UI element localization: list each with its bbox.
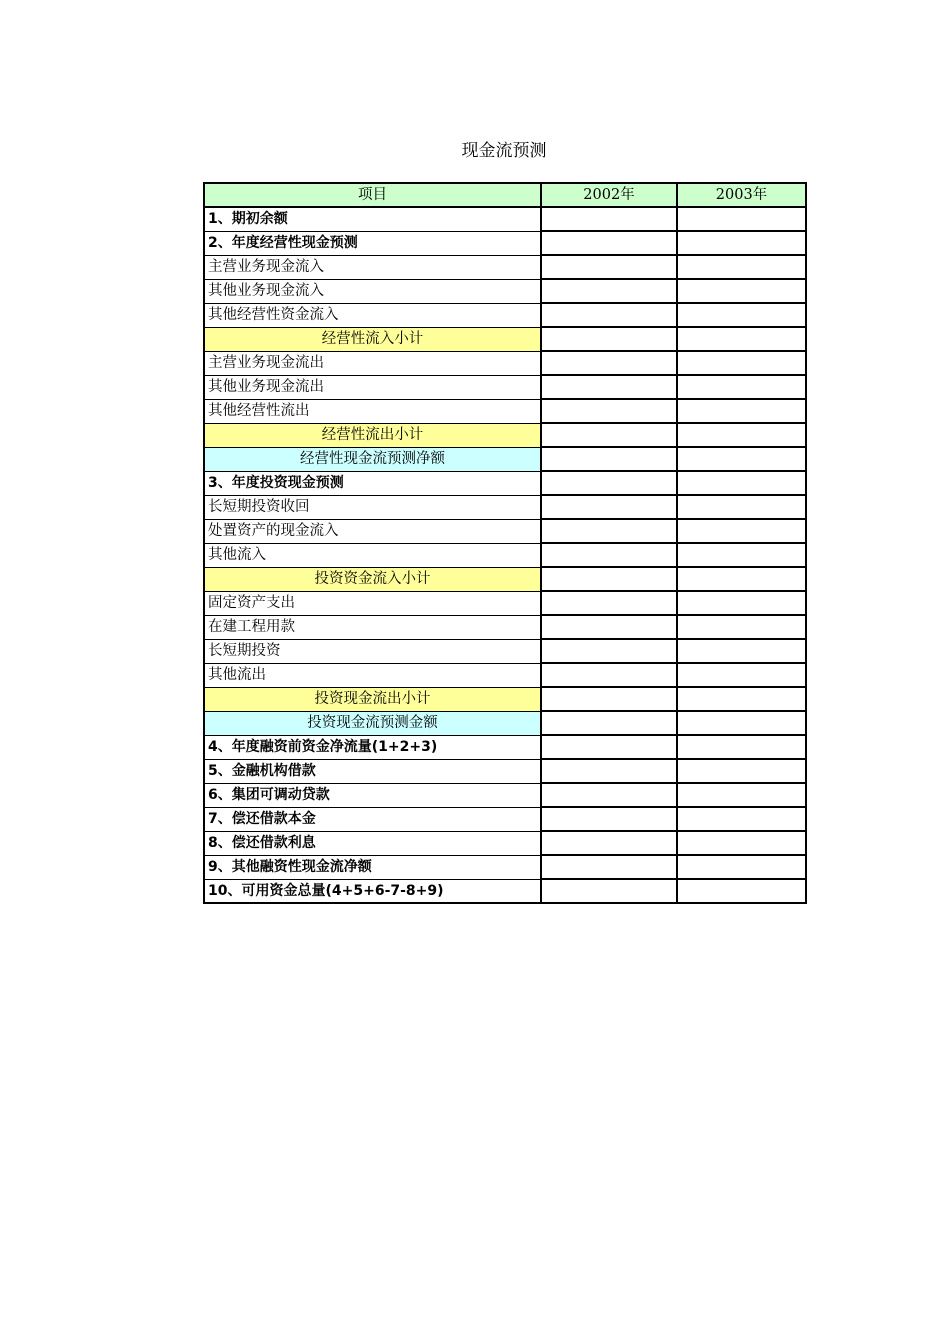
table-row xyxy=(204,663,806,687)
cell-2003[interactable] xyxy=(677,879,806,903)
cell-2003[interactable] xyxy=(677,567,806,591)
row-label: 在建工程用款 xyxy=(204,615,541,639)
row-label: 长短期投资 xyxy=(204,639,541,663)
cell-2003[interactable] xyxy=(677,759,806,783)
table-row xyxy=(204,735,806,759)
row-label: 5、金融机构借款 xyxy=(204,759,541,783)
cell-2002[interactable] xyxy=(541,855,677,879)
row-label: 其他经营性资金流入 xyxy=(204,303,541,327)
cell-2002[interactable] xyxy=(541,375,677,399)
table-row xyxy=(204,471,806,495)
cell-2003[interactable] xyxy=(677,495,806,519)
cell-2003[interactable] xyxy=(677,543,806,567)
table-row xyxy=(204,279,806,303)
row-label: 投资资金流入小计 xyxy=(204,567,541,591)
table-row xyxy=(204,423,806,447)
cell-2003[interactable] xyxy=(677,663,806,687)
table-row xyxy=(204,351,806,375)
cell-2003[interactable] xyxy=(677,783,806,807)
cash-flow-table xyxy=(203,182,807,904)
cell-2002[interactable] xyxy=(541,303,677,327)
cell-2002[interactable] xyxy=(541,495,677,519)
table-row xyxy=(204,327,806,351)
row-label: 9、其他融资性现金流净额 xyxy=(204,855,541,879)
row-label: 处置资产的现金流入 xyxy=(204,519,541,543)
cell-2002[interactable] xyxy=(541,327,677,351)
table-row xyxy=(204,567,806,591)
table-row xyxy=(204,231,806,255)
cell-2003[interactable] xyxy=(677,735,806,759)
cell-2003[interactable] xyxy=(677,423,806,447)
row-label: 其他流出 xyxy=(204,663,541,687)
row-label: 其他业务现金流入 xyxy=(204,279,541,303)
cell-2002[interactable] xyxy=(541,639,677,663)
cell-2003[interactable] xyxy=(677,519,806,543)
table-row xyxy=(204,255,806,279)
table-row xyxy=(204,855,806,879)
table-header-row xyxy=(204,183,806,207)
cell-2002[interactable] xyxy=(541,687,677,711)
cell-2002[interactable] xyxy=(541,351,677,375)
cell-2003[interactable] xyxy=(677,855,806,879)
cell-2002[interactable] xyxy=(541,543,677,567)
row-label: 其他业务现金流出 xyxy=(204,375,541,399)
cell-2003[interactable] xyxy=(677,231,806,255)
table-row xyxy=(204,879,806,903)
table-row xyxy=(204,687,806,711)
row-label: 7、偿还借款本金 xyxy=(204,807,541,831)
row-label: 经营性现金流预测净额 xyxy=(204,447,541,471)
row-label: 主营业务现金流入 xyxy=(204,255,541,279)
cell-2003[interactable] xyxy=(677,831,806,855)
cell-2002[interactable] xyxy=(541,807,677,831)
cell-2003[interactable] xyxy=(677,711,806,735)
table-row xyxy=(204,711,806,735)
cell-2002[interactable] xyxy=(541,399,677,423)
page-title: 现金流预测 xyxy=(461,141,547,161)
cell-2002[interactable] xyxy=(541,423,677,447)
cell-2002[interactable] xyxy=(541,231,677,255)
row-label: 10、可用资金总量(4+5+6-7-8+9) xyxy=(204,879,541,903)
cell-2002[interactable] xyxy=(541,519,677,543)
table-row xyxy=(204,591,806,615)
cell-2002[interactable] xyxy=(541,207,677,231)
cell-2003[interactable] xyxy=(677,375,806,399)
cell-2003[interactable] xyxy=(677,687,806,711)
row-label: 1、期初余额 xyxy=(204,207,541,231)
row-label: 其他经营性流出 xyxy=(204,399,541,423)
header-year-2002: 2002年 xyxy=(541,183,677,207)
row-label: 4、年度融资前资金净流量(1+2+3) xyxy=(204,735,541,759)
table-row xyxy=(204,807,806,831)
cell-2002[interactable] xyxy=(541,279,677,303)
table-row xyxy=(204,399,806,423)
table-row xyxy=(204,447,806,471)
cell-2003[interactable] xyxy=(677,399,806,423)
table-row xyxy=(204,303,806,327)
cell-2002[interactable] xyxy=(541,711,677,735)
cell-2002[interactable] xyxy=(541,567,677,591)
cell-2003[interactable] xyxy=(677,327,806,351)
table-row xyxy=(204,639,806,663)
table-row xyxy=(204,495,806,519)
header-item: 项目 xyxy=(204,183,541,207)
cell-2002[interactable] xyxy=(541,663,677,687)
cell-2002[interactable] xyxy=(541,255,677,279)
row-label: 长短期投资收回 xyxy=(204,495,541,519)
cell-2002[interactable] xyxy=(541,831,677,855)
table-row xyxy=(204,519,806,543)
table-row xyxy=(204,375,806,399)
cell-2002[interactable] xyxy=(541,591,677,615)
cell-2002[interactable] xyxy=(541,783,677,807)
row-label: 2、年度经营性现金预测 xyxy=(204,231,541,255)
cell-2002[interactable] xyxy=(541,447,677,471)
table-row xyxy=(204,207,806,231)
cell-2002[interactable] xyxy=(541,615,677,639)
row-label: 主营业务现金流出 xyxy=(204,351,541,375)
row-label: 经营性流入小计 xyxy=(204,327,541,351)
cell-2002[interactable] xyxy=(541,879,677,903)
cell-2003[interactable] xyxy=(677,807,806,831)
table-row xyxy=(204,759,806,783)
cell-2003[interactable] xyxy=(677,471,806,495)
row-label: 投资现金流预测金额 xyxy=(204,711,541,735)
cell-2003[interactable] xyxy=(677,351,806,375)
cell-2002[interactable] xyxy=(541,759,677,783)
cell-2003[interactable] xyxy=(677,303,806,327)
row-label: 8、偿还借款利息 xyxy=(204,831,541,855)
table-row xyxy=(204,783,806,807)
cell-2003[interactable] xyxy=(677,255,806,279)
table-row xyxy=(204,615,806,639)
cell-2003[interactable] xyxy=(677,207,806,231)
cell-2003[interactable] xyxy=(677,447,806,471)
cell-2002[interactable] xyxy=(541,471,677,495)
row-label: 6、集团可调动贷款 xyxy=(204,783,541,807)
row-label: 固定资产支出 xyxy=(204,591,541,615)
table-row xyxy=(204,831,806,855)
row-label: 投资现金流出小计 xyxy=(204,687,541,711)
cell-2003[interactable] xyxy=(677,591,806,615)
row-label: 3、年度投资现金预测 xyxy=(204,471,541,495)
row-label: 经营性流出小计 xyxy=(204,423,541,447)
cell-2003[interactable] xyxy=(677,615,806,639)
cell-2003[interactable] xyxy=(677,279,806,303)
row-label: 其他流入 xyxy=(204,543,541,567)
table-row xyxy=(204,543,806,567)
header-year-2003: 2003年 xyxy=(677,183,806,207)
cell-2003[interactable] xyxy=(677,639,806,663)
cell-2002[interactable] xyxy=(541,735,677,759)
